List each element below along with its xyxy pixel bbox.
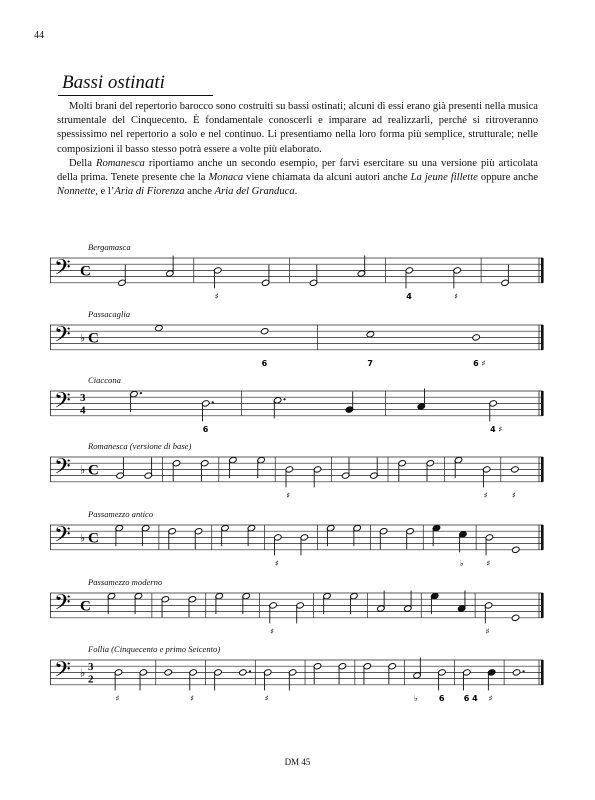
- music-staff: [50, 379, 545, 434]
- intro-paragraph-2: Della Romanesca riportiamo anche un secondo esempio, per farvi esercitare su una versione più articolata della prima. Tenete presente che la Monaca viene chiamata da alcuni autori anche La jeune fillette oppure anche Nonnette, e l’Aria di Fiorenza anche Aria del Granduca.: [57, 157, 538, 198]
- note-head: [366, 331, 375, 338]
- key-signature: ♭: [80, 463, 86, 477]
- final-barline-thick: [541, 660, 544, 685]
- final-barline-thick: [541, 391, 544, 416]
- example-label: Passamezzo moderno: [88, 577, 163, 587]
- bass-clef: 𝄢: [54, 255, 71, 286]
- figured-bass: ♯: [190, 693, 194, 703]
- note-head: [511, 466, 520, 473]
- music-staff: [50, 445, 545, 500]
- bass-clef: 𝄢: [54, 454, 71, 485]
- music-staff: [50, 313, 545, 368]
- figured-bass: ♯: [286, 490, 291, 500]
- bass-clef: 𝄢: [54, 590, 71, 621]
- bass-clef: 𝄢: [54, 322, 71, 353]
- figured-bass: ♯: [270, 626, 274, 636]
- figured-bass: 4 ♯: [490, 424, 503, 434]
- note-head: [260, 328, 269, 335]
- example-label: Ciaccona: [88, 375, 121, 385]
- note-head: [239, 669, 248, 676]
- augmentation-dot: [283, 398, 285, 400]
- time-signature: C: [88, 462, 99, 479]
- page-number: 44: [34, 30, 44, 41]
- note-head: [511, 614, 520, 621]
- time-signature: C: [80, 598, 91, 615]
- time-signature: C: [80, 263, 91, 280]
- figured-bass: 6: [202, 424, 209, 434]
- figured-bass: ♯: [485, 626, 490, 636]
- example-label: Passamezzo antico: [88, 509, 154, 519]
- music-staff: [50, 513, 545, 568]
- time-signature-top: 3: [80, 392, 86, 405]
- figured-bass: ♯: [486, 558, 491, 568]
- augmentation-dot: [522, 670, 524, 672]
- figured-bass: ♯: [454, 291, 459, 301]
- music-staff: [50, 246, 545, 301]
- bass-clef: 𝄢: [54, 522, 71, 553]
- figured-bass: ♯: [488, 693, 493, 703]
- key-signature: ♭: [80, 531, 86, 545]
- time-signature-top: 3: [88, 661, 94, 674]
- figured-bass: ♯: [483, 490, 488, 500]
- example-label: Passacaglia: [88, 309, 131, 319]
- augmentation-dot: [140, 392, 142, 394]
- bass-clef: 𝄢: [54, 388, 71, 419]
- final-barline-thick: [541, 593, 544, 618]
- key-signature: ♭: [80, 666, 86, 680]
- note-head: [164, 669, 173, 676]
- example-label: Follia (Cinquecento e primo Seicento): [88, 644, 221, 654]
- note-head: [472, 334, 481, 341]
- note-head: [155, 324, 164, 331]
- figured-bass: ♯: [214, 291, 219, 301]
- example-label: Bergamasca: [88, 242, 131, 252]
- figured-bass: 6 ♯: [473, 358, 486, 368]
- figured-bass: 6 4: [463, 693, 478, 703]
- music-staff: [50, 581, 545, 636]
- figured-bass: 6: [261, 358, 268, 368]
- figured-bass: ♭: [414, 693, 418, 703]
- final-barline-thick: [541, 325, 544, 350]
- example-label: Romanesca (versione di base): [88, 441, 192, 451]
- final-barline-thick: [541, 457, 544, 482]
- figured-bass: ♯: [115, 693, 120, 703]
- note-head: [512, 546, 521, 553]
- figured-bass: ♭: [459, 558, 464, 568]
- figured-bass: ♯: [274, 558, 279, 568]
- time-signature: C: [88, 530, 99, 547]
- augmentation-dot: [249, 670, 251, 672]
- section-title: Bassi ostinati: [58, 72, 213, 96]
- final-barline-thick: [541, 525, 544, 550]
- key-signature: ♭: [80, 331, 86, 345]
- footer-code: DM 45: [284, 757, 311, 767]
- time-signature: C: [88, 330, 99, 347]
- final-barline-thick: [541, 258, 544, 283]
- music-staff: [50, 648, 545, 703]
- figured-bass: ♯: [264, 693, 269, 703]
- figured-bass: 6: [438, 693, 445, 703]
- augmentation-dot: [212, 401, 214, 403]
- figured-bass: ♯: [511, 490, 516, 500]
- bass-clef: 𝄢: [54, 657, 71, 688]
- time-signature-bottom: 2: [88, 673, 94, 686]
- intro-paragraph-1: Molti brani del repertorio barocco sono costruiti su bassi ostinati; alcuni di essi erano già presenti nella musica strumentale del Cinquecento. È fondamentale conoscerli e imparare ad realizzarli, perché si ritroveranno spessissimo nel repertorio a solo e nel continuo. Li presentiamo nella loro forma più semplice, strutturale; nelle composizioni il basso stesso potrà essere a volte più elaborato.: [57, 101, 538, 155]
- intro-text: [57, 100, 538, 199]
- figured-bass: 7: [367, 358, 373, 368]
- figured-bass: 4: [406, 291, 412, 301]
- note-head: [512, 669, 521, 676]
- time-signature-bottom: 4: [80, 404, 86, 417]
